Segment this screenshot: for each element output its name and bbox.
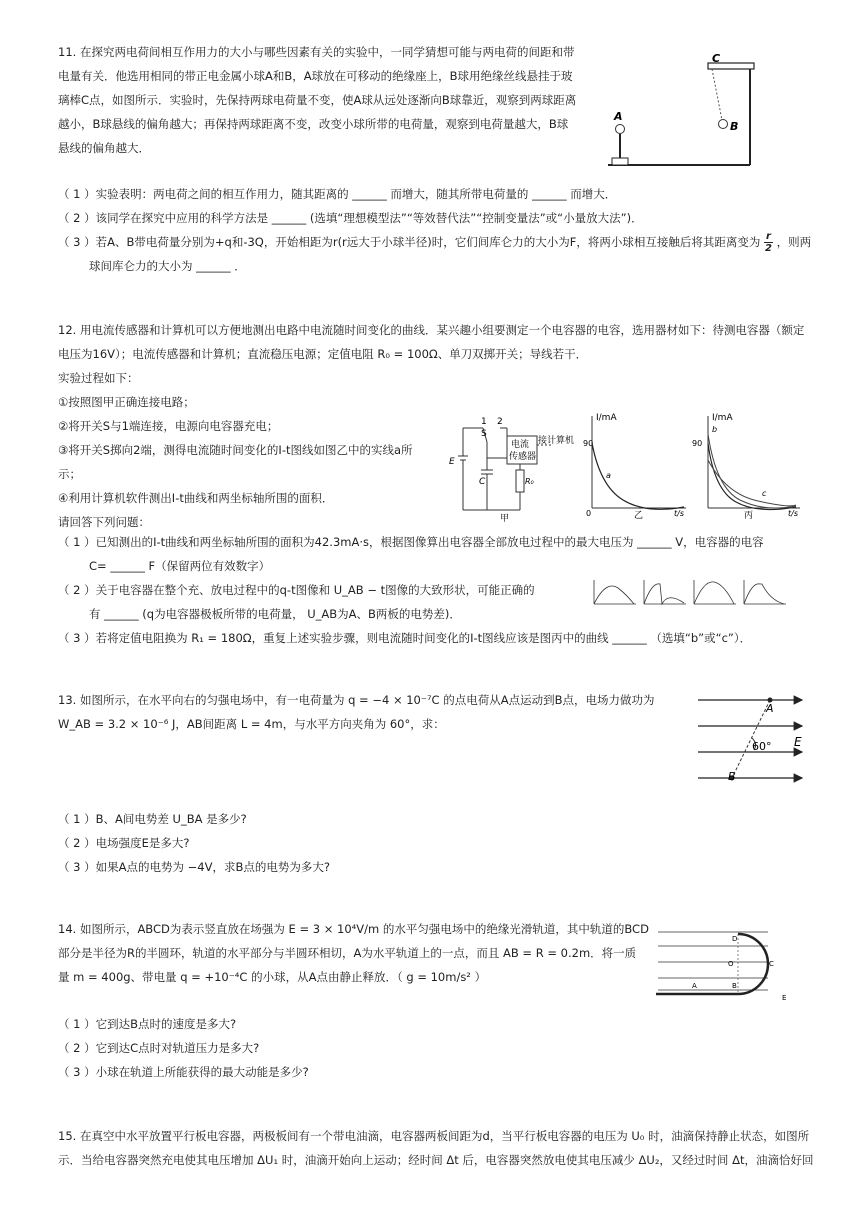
q14-line-2: 部分是半径为R的半圆环，轨道的水平部分与半圆环相切，A为水平轨道上的一点，而且 AB = R = 0.2m．将一质: [58, 946, 637, 960]
q12-label-r0: R₀: [525, 477, 534, 486]
question-15: [58, 1124, 818, 1172]
q12-bing-xlabel: t/s: [788, 509, 798, 518]
q12-yi-ninety: 90: [583, 439, 594, 448]
q13-label-angle: 60°: [752, 740, 772, 753]
q11-fraction-num: r: [766, 231, 771, 242]
q12-bing-ylabel: I/mA: [712, 413, 733, 423]
q12-sensor-label-1: 电流: [511, 440, 530, 450]
q12-label-s: S: [481, 429, 487, 439]
q11-sub-3-tail: ，则两: [776, 235, 812, 249]
q11-line-3: 璃棒C点，如图所示．实验时，先保持两球电荷量不变，使A球从远处逐渐向B球靠近，观察到两球距离: [58, 93, 577, 107]
q14-label-c: C: [769, 960, 774, 968]
q11-line-5: 悬线的偏角越大．: [58, 141, 150, 155]
q13-sub-3: （ 3 ）如果A点的电势为 −4V，求B点的电势为多大?: [58, 860, 330, 874]
q12-sensor-label-2: 传感器: [509, 452, 537, 462]
q11-sub-1: （ 1 ）实验表明：两电荷之间的相互作用力，随其距离的 ______ 而增大，随其所带电荷量的 ______ 而增大．: [58, 187, 617, 201]
q13-line-1: 13. 如图所示，在水平向右的匀强电场中，有一电荷量为 q = −4 × 10⁻⁷C 的点电荷从A点运动到B点，电场力做功为: [58, 693, 655, 707]
q12-label-e: E: [449, 457, 455, 467]
q13-label-a: A: [766, 702, 774, 715]
q13-sub-2: （ 2 ）电场强度E是多大?: [58, 836, 190, 850]
q11-label-c: C: [712, 52, 721, 65]
q14-sub-questions: [58, 1012, 658, 1084]
q12-figure-bing: [692, 408, 808, 521]
q14-sub-2: （ 2 ）它到达C点时对轨道压力是多大?: [58, 1041, 260, 1055]
q14-label-e: E: [782, 994, 787, 1002]
q12-sub-2-cont: 有 ______ (q为电容器极板所带的电荷量， U_AB为A、B两板的电势差)．: [89, 607, 461, 621]
q11-sub-3-cont: 球间库仑力的大小为 ______ ．: [89, 259, 246, 273]
q12-figure-yi: [578, 408, 696, 520]
q14-label-o: O: [728, 960, 734, 968]
q12-step-3-cont: 示；: [58, 467, 81, 481]
q11-figure: [600, 52, 760, 170]
q12-option-graphs: [588, 574, 788, 610]
question-14: [58, 917, 658, 989]
q11-line-2: 电量有关．他选用相同的带正电金属小球A和B，A球放在可移动的绝缘座上，B球用绝缘丝线悬挂于玻: [58, 69, 573, 83]
q11-sub-questions: [58, 182, 818, 278]
q14-label-d: D: [732, 935, 738, 943]
q12-figure-jia: [445, 412, 595, 524]
q12-step-3: ③将开关S掷向2端，测得电流随时间变化的I-t图线如图乙中的实线a所: [58, 443, 413, 457]
q12-computer-label: 接计算机: [538, 436, 575, 446]
q11-fraction: [764, 231, 773, 254]
q14-line-1: 14. 如图所示，ABCD为表示竖直放在场强为 E = 3 × 10⁴V/m 的水平匀强电场中的绝缘光滑轨道，其中轨道的BCD: [58, 922, 649, 936]
q14-label-b: B: [732, 982, 737, 990]
q12-step-2: ②将开关S与1端连接，电源向电容器充电；: [58, 419, 279, 433]
q12-yi-ylabel: I/mA: [596, 413, 617, 423]
q12-yi-curve-a: a: [606, 471, 611, 480]
q13-label-b: B: [728, 770, 736, 783]
q11-line-4: 越小，B球悬线的偏角越大；再保持两球距离不变，改变小球所带的电荷量，观察到电荷量越大，B球: [58, 117, 569, 131]
q12-step-1: ①按照图甲正确连接电路；: [58, 395, 195, 409]
q11-fraction-den: 2: [765, 243, 772, 254]
q12-bing-ninety: 90: [692, 439, 703, 448]
q12-yi-zero: 0: [586, 509, 592, 518]
q12-yi-xlabel: t/s: [674, 509, 684, 518]
q12-label-jia: 甲: [500, 514, 510, 524]
q11-label-a: A: [614, 110, 623, 123]
q14-label-a: A: [692, 982, 697, 990]
q12-step-4: ④利用计算机软件测出I-t曲线和两坐标轴所围的面积．: [58, 491, 334, 505]
q12-line-2: 电压为16V）；电流传感器和计算机；直流稳压电源；定值电阻 R₀ = 100Ω、单刀双掷开关；导线若干．: [58, 347, 588, 361]
q12-line-1: 12. 用电流传感器和计算机可以方便地测出电路中电流随时间变化的曲线．某兴趣小组要测定一个电容器的电容，选用器材如下：待测电容器（额定: [58, 323, 805, 337]
q12-label-bing: 丙: [744, 511, 754, 521]
q15-line-2: 示．当给电容器突然充电使其电压增加 ΔU₁ 时，油滴开始向上运动；经时间 Δt 后，电容器突然放电使其电压减少 ΔU₂，又经过时间 Δt，油滴恰好回: [58, 1153, 814, 1167]
q12-sub-1-cont: C= ______ F（保留两位有效数字）: [89, 559, 271, 573]
q14-sub-3: （ 3 ）小球在轨道上所能获得的最大动能是多少?: [58, 1065, 309, 1079]
q14-sub-1: （ 1 ）它到达B点时的速度是多大?: [58, 1017, 237, 1031]
q12-sub-2: （ 2 ）关于电容器在整个充、放电过程中的q-t图像和 U_AB − t图像的大致形状，可能正确的: [58, 583, 535, 597]
q13-sub-questions: [58, 807, 658, 879]
q11-sub-3: [58, 230, 818, 254]
question-11: [58, 40, 588, 160]
q12-label-c: C: [479, 477, 486, 487]
q14-figure: [656, 922, 806, 1004]
q12-sub-1: （ 1 ）已知测出的I-t曲线和两坐标轴所围的面积为42.3mA·s，根据图像算出电容器全部放电过程中的最大电压为 ______ V，电容器的电容: [58, 535, 764, 549]
q11-line-1: 11. 在探究两电荷间相互作用力的大小与哪些因素有关的实验中，一同学猜想可能与两电荷的间距和带: [58, 45, 575, 59]
question-13: [58, 688, 658, 736]
q12-label-1: 1: [481, 417, 487, 427]
q14-line-3: 量 m = 400g、带电量 q = +10⁻⁴C 的小球，从A点由静止释放．（ g = 10m/s² ）: [58, 970, 487, 984]
q12-label-2: 2: [497, 417, 503, 427]
q13-line-2: W_AB = 3.2 × 10⁻⁶ J，AB间距离 L = 4m，与水平方向夹角为 60°，求：: [58, 717, 445, 731]
q12-label-yi: 乙: [634, 511, 644, 521]
q15-line-1: 15. 在真空中水平放置平行板电容器，两极板间有一个带电油滴，电容器两板间距为d，当平行板电容器的电压为 U₀ 时，油滴保持静止状态，如图所: [58, 1129, 810, 1143]
q11-sub-2: （ 2 ）该同学在探究中应用的科学方法是 ______ (选填“理想模型法”“等效替代法”“控制变量法”或“小量放大法”)．: [58, 211, 643, 225]
q11-sub-3-text: （ 3 ）若A、B带电荷量分别为+q和-3Q，开始相距为r(r远大于小球半径)时，它们间库仑力的大小为F，将两小球相互接触后将其距离变为: [58, 235, 761, 249]
q12-line-3: 实验过程如下：: [58, 371, 139, 385]
q13-figure: [694, 688, 814, 792]
q13-label-e: E: [794, 735, 802, 749]
q12-sub-3: （ 3 ）若将定值电阻换为 R₁ = 180Ω，重复上述实验步骤，则电流随时间变化的I-t图线应该是图丙中的曲线 ______ （选填“b”或“c”）．: [58, 631, 752, 645]
q12-bing-curve-b: b: [712, 425, 718, 434]
q12-prompt: 请回答下列问题：: [58, 515, 150, 529]
q11-label-b: B: [730, 120, 739, 133]
q13-sub-1: （ 1 ）B、A间电势差 U_BA 是多少?: [58, 812, 247, 826]
q12-bing-curve-c: c: [762, 489, 767, 498]
